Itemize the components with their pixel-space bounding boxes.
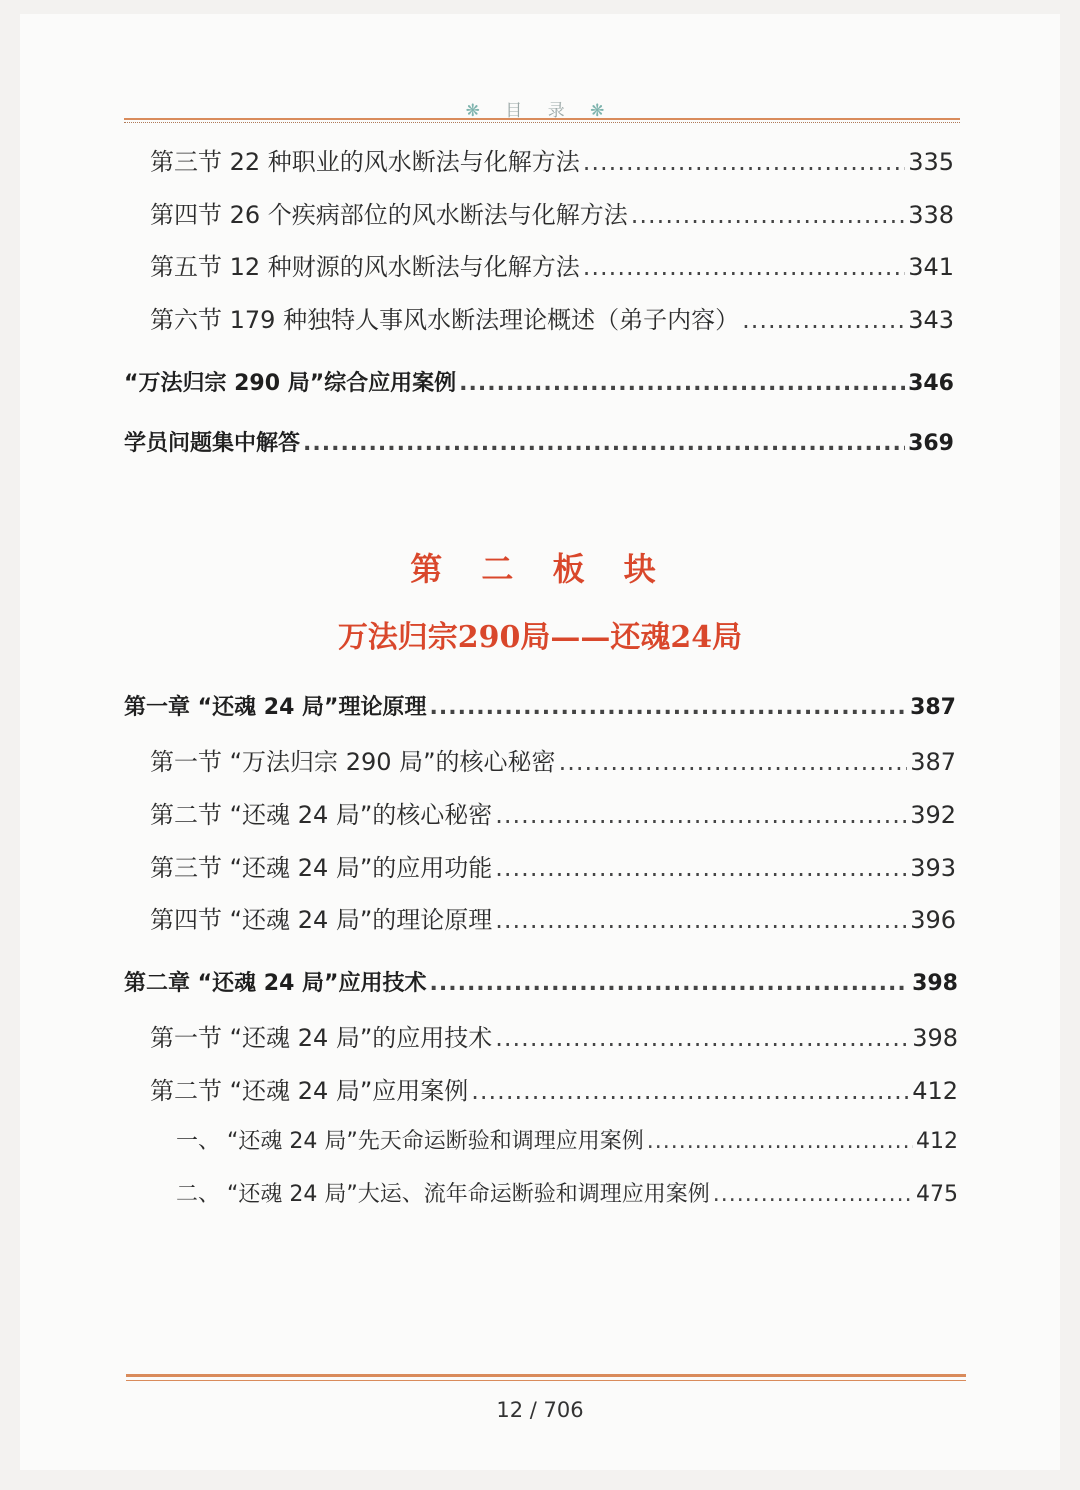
- toc-chapter: [124, 690, 956, 721]
- toc-leader-dots: [471, 1077, 909, 1105]
- toc-entry-title: 第二节 “还魂 24 局”应用案例: [150, 1077, 469, 1105]
- toc-subentry-page: 412: [916, 1129, 958, 1154]
- toc-entry-page: 392: [910, 801, 956, 829]
- toc-chapter-page: 387: [910, 695, 956, 720]
- toc-leader-dots: [742, 306, 905, 334]
- toc-leader-dots: [647, 1129, 913, 1154]
- toc-chapter-title: 学员问题集中解答: [124, 431, 301, 456]
- toc-entry-page: 343: [908, 306, 954, 334]
- toc-subentry: [176, 1177, 958, 1208]
- toc-entry: [150, 1071, 958, 1106]
- toc-entry: [150, 742, 956, 777]
- toc-subentry-title: 二、 “还魂 24 局”大运、流年命运断验和调理应用案例: [176, 1182, 710, 1207]
- toc-entry-title: 第二节 “还魂 24 局”的核心秘密: [150, 801, 493, 829]
- toc-leader-dots: [631, 201, 905, 229]
- toc-entry-page: 396: [910, 906, 956, 934]
- toc-entry-title: 第五节 12 种财源的风水断法与化解方法: [150, 253, 580, 281]
- toc-chapter-page: 346: [908, 371, 954, 396]
- footer-divider: [126, 1374, 966, 1377]
- toc-entry-page: 387: [910, 748, 956, 776]
- toc-subentry-page: 475: [916, 1182, 958, 1207]
- toc-entry-title: 第一节 “万法归宗 290 局”的核心秘密: [150, 748, 556, 776]
- toc-entry-title: 第六节 179 种独特人事风水断法理论概述（弟子内容）: [150, 306, 740, 334]
- toc-entry-page: 335: [908, 148, 954, 176]
- part-heading: 第 二 板 块: [410, 550, 670, 588]
- footer-divider-thin: [126, 1380, 966, 1381]
- toc-entry: [150, 142, 954, 177]
- toc-entry-page: 398: [912, 1024, 958, 1052]
- toc-leader-dots: [495, 854, 907, 882]
- toc-leader-dots: [430, 695, 908, 720]
- toc-entry-title: 第四节 “还魂 24 局”的理论原理: [150, 906, 493, 934]
- flower-ornament-icon: ❋: [465, 101, 490, 121]
- toc-leader-dots: [495, 801, 907, 829]
- toc-entry-title: 第四节 26 个疾病部位的风水断法与化解方法: [150, 201, 628, 229]
- toc-entry: [150, 795, 956, 830]
- toc-entry: [150, 195, 954, 230]
- toc-entry: [150, 848, 956, 883]
- toc-entry-title: 第三节 22 种职业的风水断法与化解方法: [150, 148, 580, 176]
- toc-entry-page: 338: [908, 201, 954, 229]
- toc-entry-title: 第一节 “还魂 24 局”的应用技术: [150, 1024, 493, 1052]
- toc-entry: [150, 900, 956, 935]
- toc-entry-page: 341: [908, 253, 954, 281]
- toc-entry-page: 412: [912, 1077, 958, 1105]
- toc-leader-dots: [495, 1024, 909, 1052]
- toc-chapter-title: 第一章 “还魂 24 局”理论原理: [124, 695, 427, 720]
- part-subheading: 万法归宗290局——还魂24局: [337, 620, 743, 655]
- toc-chapter-title: 第二章 “还魂 24 局”应用技术: [124, 971, 427, 996]
- toc-chapter: [124, 426, 954, 457]
- flower-ornament-icon: ❋: [590, 101, 615, 121]
- page-indicator: 12 / 706: [496, 1398, 584, 1422]
- toc-entry: [150, 1018, 958, 1053]
- toc-leader-dots: [303, 431, 905, 456]
- toc-leader-dots: [559, 748, 908, 776]
- toc-entry-title: 第三节 “还魂 24 局”的应用功能: [150, 854, 493, 882]
- toc-entry: [150, 247, 954, 282]
- toc-leader-dots: [713, 1182, 913, 1207]
- toc-chapter-page: 398: [912, 971, 958, 996]
- toc-leader-dots: [430, 971, 910, 996]
- toc-leader-dots: [583, 253, 905, 281]
- toc-leader-dots: [459, 371, 905, 396]
- header-title: 目 录: [505, 101, 575, 121]
- toc-leader-dots: [495, 906, 907, 934]
- toc-entry-page: 393: [910, 854, 956, 882]
- toc-subentry: [176, 1124, 958, 1155]
- toc-chapter: [124, 366, 954, 397]
- toc-entry: [150, 300, 954, 335]
- toc-chapter: [124, 966, 958, 997]
- toc-subentry-title: 一、 “还魂 24 局”先天命运断验和调理应用案例: [176, 1129, 644, 1154]
- toc-leader-dots: [583, 148, 905, 176]
- toc-chapter-page: 369: [908, 431, 954, 456]
- header-divider: [124, 118, 960, 120]
- header-divider-dotted: [124, 122, 960, 123]
- toc-chapter-title: “万法归宗 290 局”综合应用案例: [124, 371, 457, 396]
- book-page: [20, 14, 1060, 1470]
